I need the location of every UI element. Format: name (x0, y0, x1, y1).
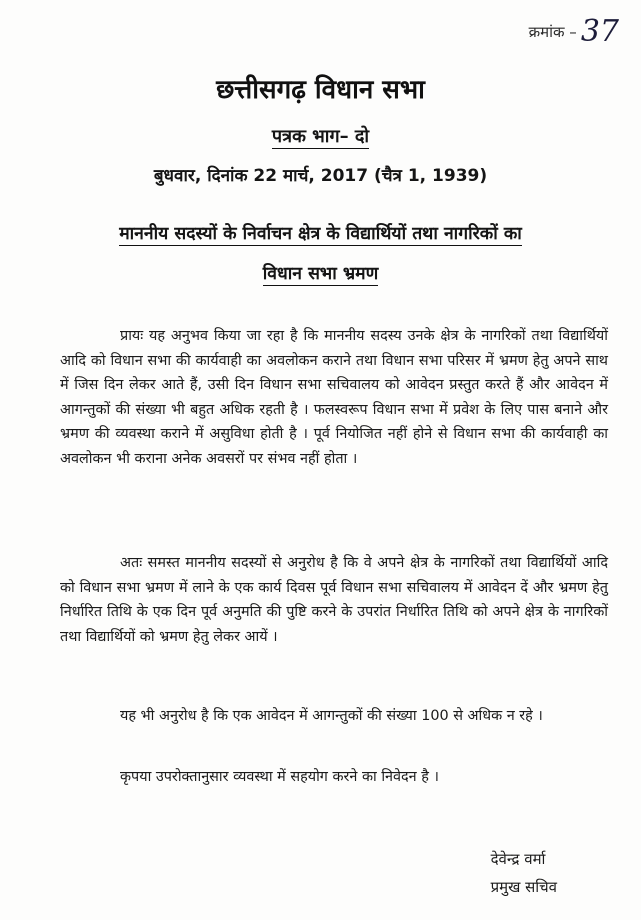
paragraph-3: यह भी अनुरोध है कि एक आवेदन में आगन्तुकों की संख्या 100 से अधिक न रहे । (120, 708, 543, 724)
notice-heading (0, 214, 641, 294)
serial-label: क्रमांक – (528, 23, 577, 41)
document-title: छत्तीसगढ़ विधान सभा (216, 75, 425, 105)
paragraph-2: अतः समस्त माननीय सदस्यों से अनुरोध है कि वे अपने क्षेत्र के नागरिकों तथा विद्यार्थियों आदि को विधान सभा भ्रमण में लाने के एक कार्य दिवस पूर्व विधान सभा सचिवालय में आवेदन दें और भ्रमण हेतु निर्धारित तिथि के एक दिन पूर्व अनुमति की पुष्टि करने के उपरांत निर्धारित तिथि को अपने क्षेत्र के नागरिकों तथा विद्यार्थियों को भ्रमण हेतु लेकर आयें । (60, 555, 608, 645)
paragraph-1: प्रायः यह अनुभव किया जा रहा है कि माननीय सदस्य उनके क्षेत्र के नागरिकों तथा विद्यार्थियों आदि को विधान सभा की कार्यवाही का अवलोकन कराने तथा विधान सभा परिसर में भ्रमण हेतु अपने साथ में जिस दिन लेकर आते हैं, उसी दिन विधान सभा सचिवालय को आवेदन प्रस्तुत करते हैं और आवेदन में आगन्तुकों की संख्या भी बहुत अधिक रहती है । फलस्वरूप विधान सभा में प्रवेश के लिए पास बनाने और भ्रमण की व्यवस्था कराने में असुविधा होती है । पूर्व नियोजित नहीं होने से विधान सभा की कार्यवाही का अवलोकन भी कराना अनेक अवसरों पर संभव नहीं होता । (60, 328, 608, 467)
signatory-designation: प्रमुख सचिव (490, 878, 557, 896)
signature-block (491, 845, 557, 901)
signatory-name: देवेन्द्र वर्मा (490, 850, 546, 868)
serial-number: 37 (580, 14, 619, 49)
subtitle-text: पत्रक भाग– दो (271, 126, 370, 147)
document-subtitle (0, 124, 641, 148)
heading-line-1 (0, 214, 641, 254)
heading-line-2-text: विधान सभा भ्रमण (262, 264, 379, 284)
paragraph-4: कृपया उपरोक्तानुसार व्यवस्था में सहयोग करने का निवेदन है । (120, 769, 439, 785)
document-date: बुधवार, दिनांक 22 मार्च, 2017 (चैत्र 1, 1939) (153, 166, 488, 186)
heading-line-1-text: माननीय सदस्यों के निर्वाचन क्षेत्र के विद्यार्थियों तथा नागरिकों का (119, 224, 522, 244)
heading-line-2 (0, 254, 641, 294)
serial-number-block (528, 10, 619, 49)
